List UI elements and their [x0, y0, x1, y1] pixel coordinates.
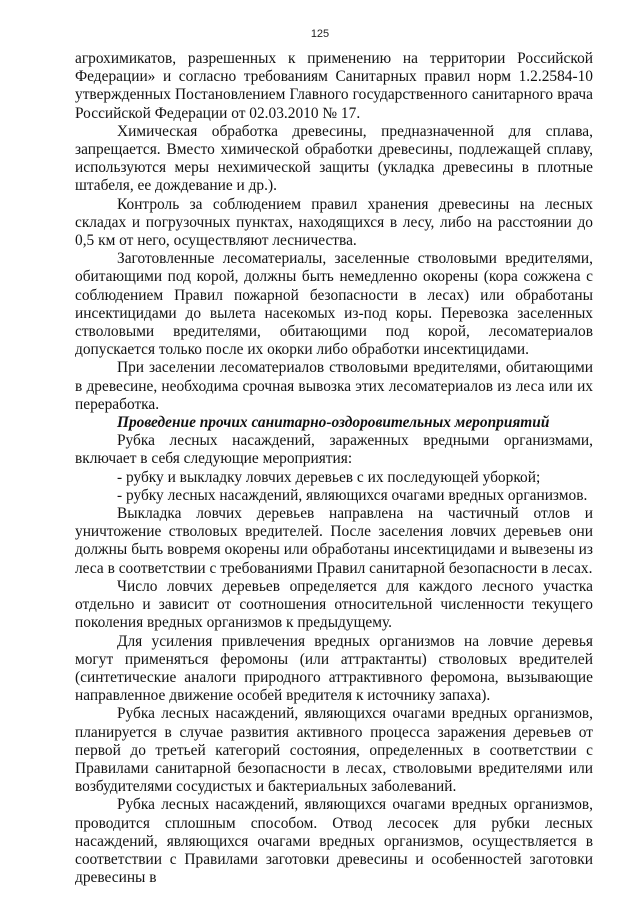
paragraph: Химическая обработка древесины, предназначенной для сплава, запрещается. Вместо химической обработки древесины, подлежащей сплаву, используются меры нехимической защиты (укладка древесины в плотные штабеля, ее дождевание и др.). — [75, 122, 593, 195]
page-number: 125 — [310, 28, 330, 40]
paragraph: Рубка лесных насаждений, зараженных вредными организмами, включает в себя следующие мероприятия: — [75, 432, 593, 468]
paragraph: Для усиления привлечения вредных организмов на ловчие деревья могут применяться феромоны (или аттрактанты) стволовых вредителей (синтетические аналоги природного аттрактивного феромона, вызывающие направленное движение особей вредителя к источнику запаха). — [75, 632, 593, 705]
paragraph-continuation: агрохимикатов, разрешенных к применению на территории Российской Федерации» и согласно требованиям Санитарных правил норм 1.2.2584-10 утвержденных Постановлением Главного государственного санитарного врача Российской Федерации от 02.03.2010 № 17. — [75, 50, 593, 122]
list-item: - рубку и выкладку ловчих деревьев с их последующей уборкой; — [117, 468, 541, 486]
paragraph: Заготовленные лесоматериалы, заселенные стволовыми вредителями, обитающими под корой, должны быть немедленно окорены (кора сожжена с соблюдением Правил пожарной безопасности в лесах) или обработаны инсектицидами до вылета насекомых из-под коры. Перевозка заселенных стволовыми вредителями, обитающими под корой, лесоматериалов допускается только после их окорки либо обработки инсектицидами. — [75, 250, 593, 359]
paragraph: Рубка лесных насаждений, являющихся очагами вредных организмов, проводится сплошным способом. Отвод лесосек для рубки лесных насаждений, являющихся очагами вредных организмов, осуществляется в соответствии с Правилами заготовки древесины и особенностей заготовки древесины в — [75, 796, 593, 887]
paragraph: При заселении лесоматериалов стволовыми вредителями, обитающими в древесине, необходима срочная вывозка этих лесоматериалов из леса или их переработка. — [75, 359, 593, 413]
paragraph: Контроль за соблюдением правил хранения древесины на лесных складах и погрузочных пунктах, находящихся в лесу, либо на расстоянии до 0,5 км от него, осуществляют лесничества. — [75, 195, 593, 250]
paragraph: Выкладка ловчих деревьев направлена на частичный отлов и уничтожение стволовых вредителей. После заселения ловчих деревьев они должны быть вовремя окорены или обработаны инсектицидами и вывезены из леса в соответствии с требованиями Правил санитарной безопасности в лесах. — [75, 505, 593, 577]
document-body — [75, 50, 593, 887]
section-heading: Проведение прочих санитарно-оздоровительных мероприятий — [117, 414, 550, 432]
list-item: - рубку лесных насаждений, являющихся очагами вредных организмов. — [117, 486, 588, 504]
paragraph: Число ловчих деревьев определяется для каждого лесного участка отдельно и зависит от соотношения относительной численности текущего поколения вредных организмов к предыдущему. — [75, 577, 593, 632]
paragraph: Рубка лесных насаждений, являющихся очагами вредных организмов, планируется в случае развития активного процесса заражения деревьев от первой до третьей категорий состояния, определенных в соответствии с Правилами санитарной безопасности в лесах, стволовыми вредителями или возбудителями сосудистых и бактериальных заболеваний. — [75, 705, 593, 796]
